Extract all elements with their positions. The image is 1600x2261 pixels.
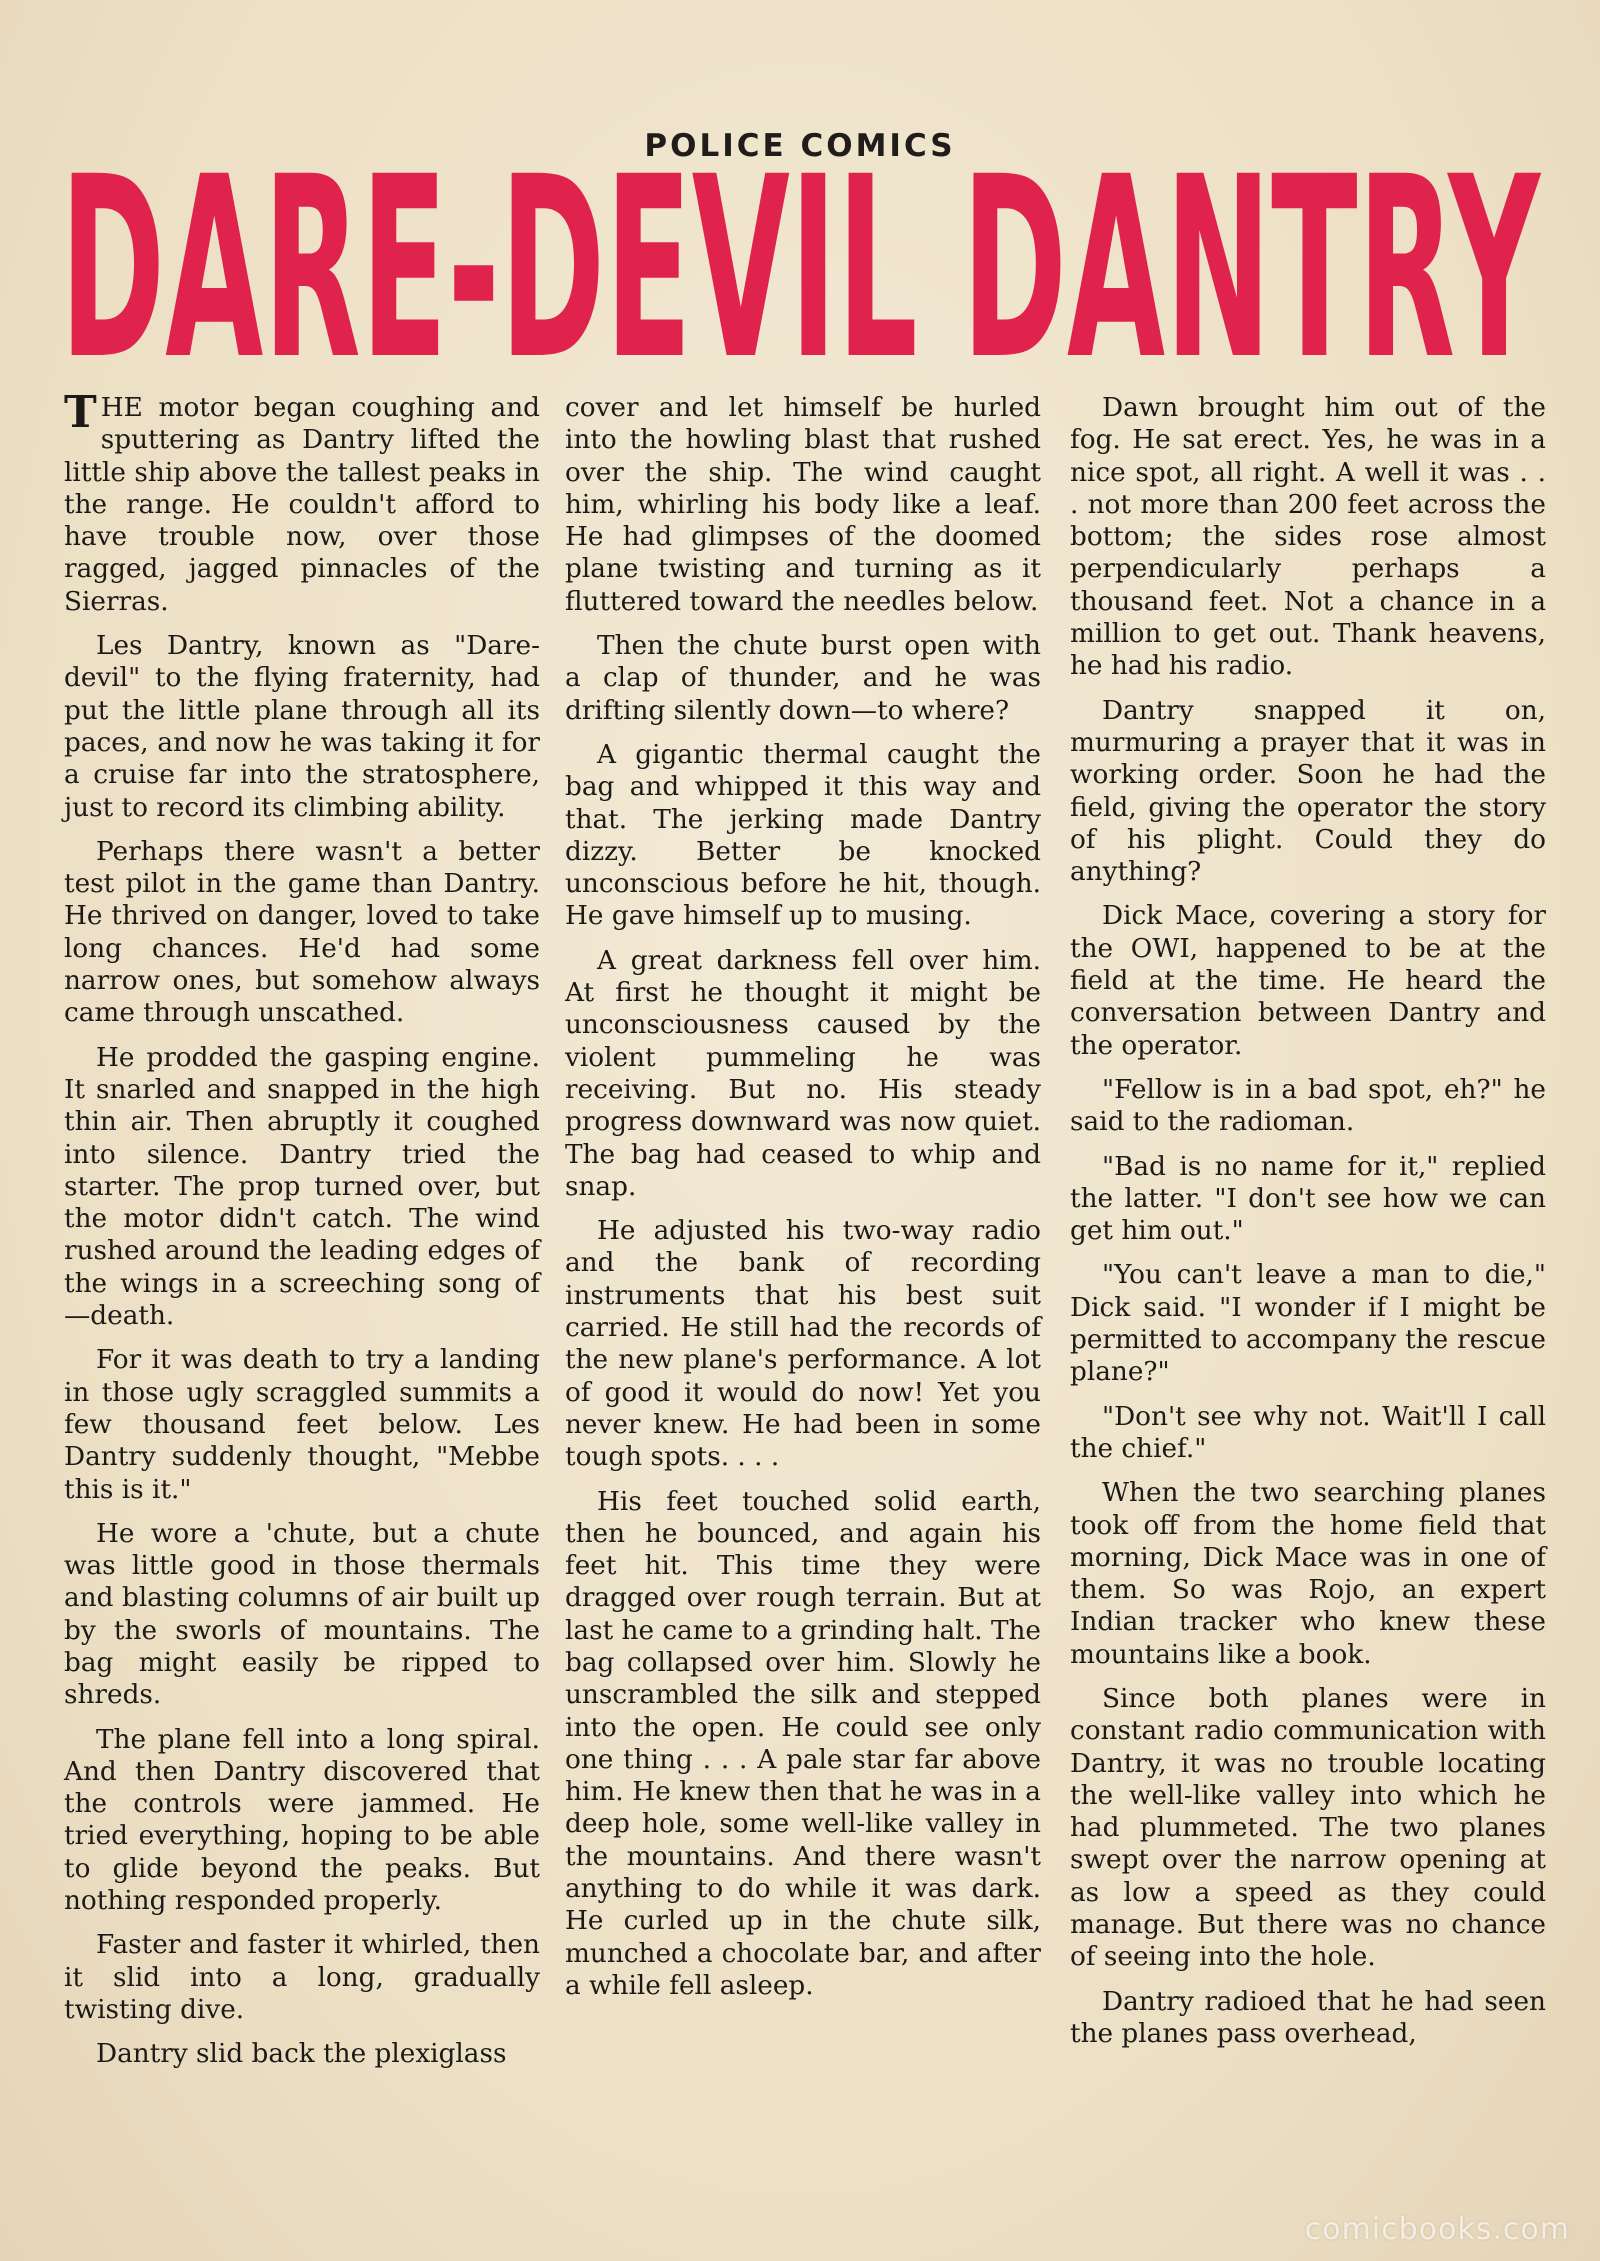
paragraph: Dantry snapped it on, murmuring a prayer that it was in working order. Soon he had the field, giving the operator the story of his plight. Could they do anything? bbox=[1070, 695, 1546, 888]
text-column-1 bbox=[64, 387, 540, 2083]
paragraph: He adjusted his two-way radio and the bank of recording instruments that his best suit carried. He still had the records of the new plane's performance. A lot of good it would do now! Yet you never knew. He had been in some tough spots. . . . bbox=[565, 1216, 1041, 1473]
paragraph: Dantry slid back the plexiglass bbox=[96, 2039, 507, 2070]
paragraph: "Don't see why not. Wait'll I call the chief." bbox=[1070, 1401, 1546, 1464]
paragraph: He prodded the gasping engine. It snarled and snapped in the high thin air. Then abruptly it coughed into silence. Dantry tried the starter. The prop turned over, but the motor didn't catch. The wind rushed around the leading edges of the wings in a screeching song of —death. bbox=[64, 1042, 540, 1332]
story-title-art bbox=[55, 150, 1545, 390]
paragraph: "Bad is no name for it," replied the latter. "I don't see how we can get him out." bbox=[1070, 1151, 1546, 1247]
publication-label: POLICE COMICS bbox=[644, 128, 956, 164]
paragraph: cover and let himself be hurled into the howling blast that rushed over the ship. The wind caught him, whirling his body like a leaf. He had glimpses of the doomed plane twisting and turning as it fluttered toward the needles below. bbox=[565, 393, 1041, 617]
paragraph: Dantry radioed that he had seen the planes pass overhead, bbox=[1070, 1986, 1546, 2049]
paragraph: A gigantic thermal caught the bag and whipped it this way and that. The jerking made Dantry dizzy. Better be knocked unconscious before he hit, though. He gave himself up to musing. bbox=[565, 739, 1041, 932]
paragraph: Perhaps there wasn't a better test pilot in the game than Dantry. He thrived on danger, loved to take long chances. He'd had some narrow ones, but somehow always came through unscathed. bbox=[64, 836, 540, 1029]
paragraph: His feet touched solid earth, then he bounced, and again his feet hit. This time they were dragged over rough terrain. But at last he came to a grinding halt. The bag collapsed over him. Slowly he unscrambled the silk and stepped into the open. He could see only one thing . . . A pale star far above him. He knew then that he was in a deep hole, some well-like valley in the mountains. And there wasn't anything to do while it was dark. He curled up in the chute silk, munched a chocolate bar, and after a while fell asleep. bbox=[565, 1486, 1041, 2001]
paragraph: "Fellow is in a bad spot, eh?" he said to the radioman. bbox=[1070, 1074, 1546, 1138]
story-title-text: DARE-DEVIL DANTRY bbox=[60, 150, 1542, 390]
paragraph: Faster and faster it whirled, then it slid into a long, gradually twisting dive. bbox=[64, 1930, 540, 2025]
text-column-3 bbox=[1070, 392, 1546, 2062]
paragraph: Dawn brought him out of the fog. He sat erect. Yes, he was in a nice spot, all right. A well it was . . . not more than 200 feet across the bottom; the sides rose almost perpendicularly perhaps a thousand feet. Not a chance in a million to get out. Thank heavens, he had his radio. bbox=[1070, 393, 1546, 682]
paragraph: When the two searching planes took off from the home field that morning, Dick Mace was in one of them. So was Rojo, an expert Indian tracker who knew these mountains like a book. bbox=[1070, 1478, 1546, 1670]
story-title bbox=[55, 150, 1545, 390]
paragraph: Since both planes were in constant radio communication with Dantry, it was no trouble locating the well-like valley into which he had plummeted. The two planes swept over the narrow opening at as low a speed as they could manage. But there was no chance of seeing into the hole. bbox=[1070, 1683, 1546, 1973]
paragraph: Les Dantry, known as "Dare-devil" to the flying fraternity, had put the little plane through all its paces, and now he was taking it for a cruise far into the stratosphere, just to record its climbing ability. bbox=[64, 631, 540, 823]
site-watermark: comicbooks.com bbox=[1304, 2212, 1570, 2247]
paragraph: A great darkness fell over him. At first he thought it might be unconsciousness caused by the violent pummeling he was receiving. But no. His steady progress downward was now quiet. The bag had ceased to whip and snap. bbox=[565, 945, 1041, 1202]
paragraph: The plane fell into a long spiral. And then Dantry discovered that the controls were jammed. He tried everything, hoping to be able to glide beyond the peaks. But nothing responded properly. bbox=[64, 1724, 540, 1917]
paragraph: For it was death to try a landing in those ugly scraggled summits a few thousand feet below. Les Dantry suddenly thought, "Mebbe this is it." bbox=[64, 1345, 540, 1505]
paragraph: He wore a 'chute, but a chute was little good in those thermals and blasting columns of air built up by the sworls of mountains. The bag might easily be ripped to shreds. bbox=[64, 1518, 540, 1711]
drop-cap: T bbox=[64, 387, 97, 438]
paragraph: "You can't leave a man to die," Dick said. "I wonder if I might be permitted to accompany the rescue plane?" bbox=[1070, 1260, 1546, 1388]
paragraph: THE motor began coughing and sputtering as Dantry lifted the little ship above the tallest peaks in the range. He couldn't afford to have trouble now, over those ragged, jagged pinnacles of the Sierras. bbox=[64, 387, 540, 617]
paragraph: Dick Mace, covering a story for the OWI, happened to be at the field at the time. He heard the conversation between Dantry and the operator. bbox=[1070, 901, 1546, 1061]
paragraph: Then the chute burst open with a clap of thunder, and he was drifting silently down—to where? bbox=[565, 631, 1041, 726]
text-column-2 bbox=[565, 392, 1041, 2014]
